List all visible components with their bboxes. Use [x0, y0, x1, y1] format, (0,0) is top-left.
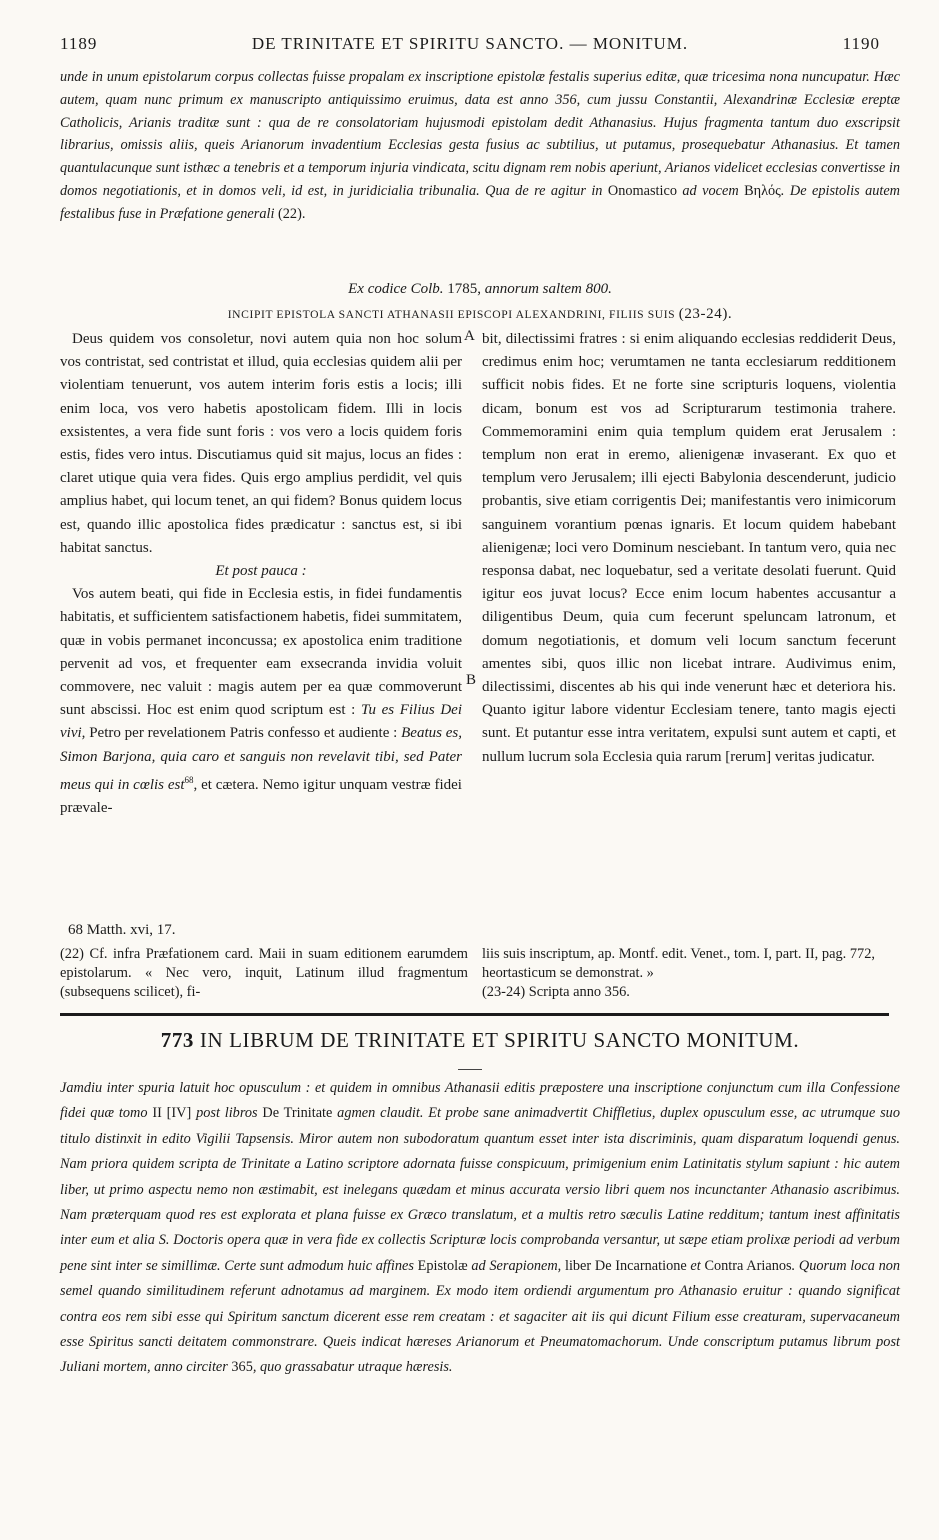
intro-greek-word: Βηλός [744, 182, 781, 199]
source-codex: Ex codice Colb. [348, 281, 444, 297]
monitum-upright: Epistolæ [417, 1257, 468, 1274]
margin-letter-b: B [466, 672, 477, 688]
post-pauca: Et post pauca : [215, 563, 307, 580]
right-column [482, 328, 896, 769]
intro-text: . De epistolis autem festalibus fuse in Præfatione generali [60, 182, 901, 222]
incipit-note-ref: (23-24). [678, 306, 733, 322]
monitum-paragraph [60, 1076, 900, 1381]
left-text: Vos autem beati, qui fide in Ecclesia estis, in fidei fundamentis habitatis, et sufficientem satisfactionem habetis, fidei summitatem, quæ in vobis permanet inconcussa; ex apostolica enim traditione pervenit ad vos, et frequenter eam exsecranda invidia voluit commovere, nec valuit : magis autem per ea quæ commoverunt sunt abscissi. Hoc est enim quod scriptum est : [60, 586, 462, 719]
monitum-upright: De Trinitate [262, 1105, 333, 1122]
margin-letter-a: A [464, 328, 475, 344]
title-underline [458, 1069, 482, 1070]
monitum-text: et [686, 1257, 705, 1274]
section-number: 773 [160, 1028, 195, 1052]
monitum-upright: II [IV] [152, 1105, 192, 1122]
monitum-text: . Quorum loca non semel quando similitudinem referunt adnotamus ad marginem. Ex modo item ordiendi argumentum pro Athanasio eruitur : quando significat contra eos rem sibi esse qui Spiritum sanctum dicerent esse rem creatam : et sagaciter ait iis qui dicunt Filium esse creaturam, supervacaneum esse Spiritus sancti deitatem commonstrare. Queis indicat hæreses Arianorum et Pneumatomachorum. Unde conscriptum putamus librum post Juliani mortem, anno circiter [60, 1257, 901, 1376]
source-age: annorum saltem 800. [484, 281, 612, 297]
intro-text: unde in unum epistolarum corpus collectas fuisse propalam ex inscriptione epistolæ festalis superius editæ, quæ tricesima nona nuncupatur. Hæc autem, quam nunc primum ex manuscripto antiquissimo eruimus, data est anno 356, cum jussu Constantii, Alexandrinæ Ecclesiæ ereptæ Catholicis, Arianis traditæ sunt : qua de re consolatoriam hujusmodi epistolam dedit Athanasius. Hujus fragmenta tantum duo exscripsit librarius, omissis aliis, queis Arianorum invadentium Ecclesias gesta fusius ac subtilius, ut putamus, prosequebatur Athanasius. Et tamen quantulacunque sunt isthæc a tenebris et a temporum injuria vindicata, scitu dignam rem nobis aperiunt, Arianos videlicet ecclesias convertisse in domos negotiationis, et in domos veli, id est, in juridicialia tribunalia. Qua de re agitur in [60, 69, 900, 199]
monitum-text: , quo grassabatur utraque hæresis. [252, 1359, 453, 1376]
note-reference: (22) [278, 205, 302, 222]
page-number-left: 1189 [60, 34, 98, 53]
monitum-text: ad Serapionem, [467, 1257, 565, 1274]
footnote-marker: 68 [184, 774, 194, 785]
footnote-22-cont: liis suis inscriptum, ap. Montf. edit. Venet., tom. I, part. II, pag. 772, heortasticum se demonstrat. » [482, 946, 876, 981]
section-title [60, 1028, 900, 1053]
running-header [60, 34, 880, 56]
footnotes-right [482, 945, 896, 1002]
incipit-text: INCIPIT EPISTOLA SANCTI ATHANASII EPISCOPI ALEXANDRINI, FILIIS SUIS [227, 308, 679, 321]
left-text: Petro per revelationem Patris confesso et audiente : [85, 725, 402, 742]
incipit-heading [60, 306, 900, 323]
footnote-22: (22) Cf. infra Præfationem card. Maii in suam editionem earumdem epistolarum. « Nec vero, inquit, Latinum illud fragmentum (subsequens scilicet), fi- [60, 946, 468, 1000]
footnote-23-24: (23-24) Scripta anno 356. [482, 984, 630, 1000]
left-column [60, 328, 462, 820]
monitum-text: Jamdiu inter spuria latuit hoc opusculum : et quidem in omnibus Athanasii editis præpostere una inscriptione conjunctum cum illa Confessione fidei quæ tomo [60, 1080, 900, 1122]
right-paragraph-1: bit, dilectissimi fratres : si enim aliquando ecclesias reddiderit Deus, credimus enim hoc; verumtamen ne tanta ecclesiarum redditionem sufficit nobis fides. Et ne forte sine scripturis loquens, violentia dicam, bonum est vos ad Scripturarum testimonia trahere. Commemoramini enim quia templum quidem erat Jerusalem : templum non erat in eremo, alienigenæ invaserant. Ex quo et templum vero Jerusalem; illi ejecti Babylonia descenderunt, judicio probantis, sive etiam corrigentis Dei; manifestantis vero inimicorum sanguinem vorantium pœnas ignaris. Et locum quidem habebant alienigenæ; loci vero Dominum nesciebant. In tantum vero, quia nec responsa dabat, nec loquebatur, sed a veritate desolati fuerunt. Quid igitur eos juvat locus? Ecce enim locum habentes accusantur a diligentibus Deum, quia cum fecerunt speluncam latronum, et domum negotiationis, et domum veli locum sanctum fecerunt amentes sibi, quos illic non licebat intrare. Audivimus enim, dilectissimi, discentes ab his qui inde venerunt hæc et deteriora his. Quanto igitur labore videntur Ecclesiam tenere, tanto magis ejecti sunt. Et putantur esse intra veritatem, expulsi sunt autem et capti, et nullum lucrum sola Ecclesia quia rarum [rerum] veritas judicatur. [482, 331, 896, 765]
running-title: DE TRINITATE ET SPIRITU SANCTO. — MONITUM. [251, 34, 689, 53]
section-title-text: IN LIBRUM DE TRINITATE ET SPIRITU SANCTO MONITUM. [194, 1028, 800, 1052]
scripture-quote: Beatus es, Simon Barjona, quia caro et sanguis non revelavit tibi, sed Pater meus qui in cœlis est [60, 725, 462, 793]
section-rule [60, 1013, 889, 1016]
page-number-right: 1190 [842, 34, 880, 53]
left-paragraph-1: Deus quidem vos consoletur, novi autem quia non hoc solum vos contristat, sed contristat et illud, quia ecclesias quidem alii per violentiam tenuerunt, vos autem interim foris estis a locis; illi enim loca, vos vero habetis apostolicam fidem. Illi in locis exsistentes, a vera fide sunt foris : vos vero a locis quidem foris estis, fides vero intus. Discutiamus quid sit majus, locus an fides : claret utique quia vera fides. Quis ergo amplius perdidit, vel quis amplius habet, qui locum tenet, an qui fidem? Bonus quidem locus est, quando illic apostolica fides prædicatur : sanctus est, si ibi habitat sanctus. [60, 331, 462, 556]
monitum-text: post libros [191, 1105, 263, 1122]
intro-text: ad vocem [676, 182, 745, 199]
scripture-footnote: 68 Matth. xvi, 17. [68, 922, 176, 938]
scripture-quote: Tu es Filius Dei vivi, [60, 702, 462, 742]
source-number: 1785, [443, 281, 485, 297]
footnotes-left [60, 945, 468, 1002]
monitum-upright: Contra Arianos [704, 1257, 792, 1274]
monitum-upright: De Incarnatione [594, 1257, 687, 1274]
monitum-upright: liber [564, 1257, 592, 1274]
intro-onomastico: Onomastico [607, 182, 677, 199]
monitum-text: agmen claudit. Et probe sane animadvertit Chiffletius, duplex opusculum esse, ac utrumque suo titulo distinxit in edito Vigilii Tapsensis. Miror autem non subodoratum quantum esset inter ista discriminis, quam disparatum loquendi genus. Nam priora quidem scripta de Trinitate a Latino scriptore adornata fuisse conspicuum, primigenium enim Latinitatis stylum sapiunt : hic autem liber, ut primo aspectu nemo non æstimabit, est inelegans quædam et minus accurata versio libri quem nos incunctanter Athanasio ascribimus. Nam præterquam quod res est explorata et plana fuisse ex Græco translatum, et a multis retro sæculis Latine redditum; tantum inest affinitatis inter eum et alia S. Doctoris opera quæ in vera fide ex collectis Scripturæ locis comprobanda versantur, ut sæpe etiam prolixæ periodi ad verbum pene sint inter se simillimæ. Certe sunt admodum huic affines [60, 1105, 900, 1274]
monitum-upright: 365 [231, 1359, 253, 1376]
source-line [60, 281, 900, 298]
intro-paragraph [60, 66, 900, 226]
intro-text: . [301, 205, 306, 222]
left-paragraph-2 [60, 583, 462, 820]
left-text: , et cætera. Nemo igitur unquam vestræ fidei prævale- [60, 776, 462, 817]
